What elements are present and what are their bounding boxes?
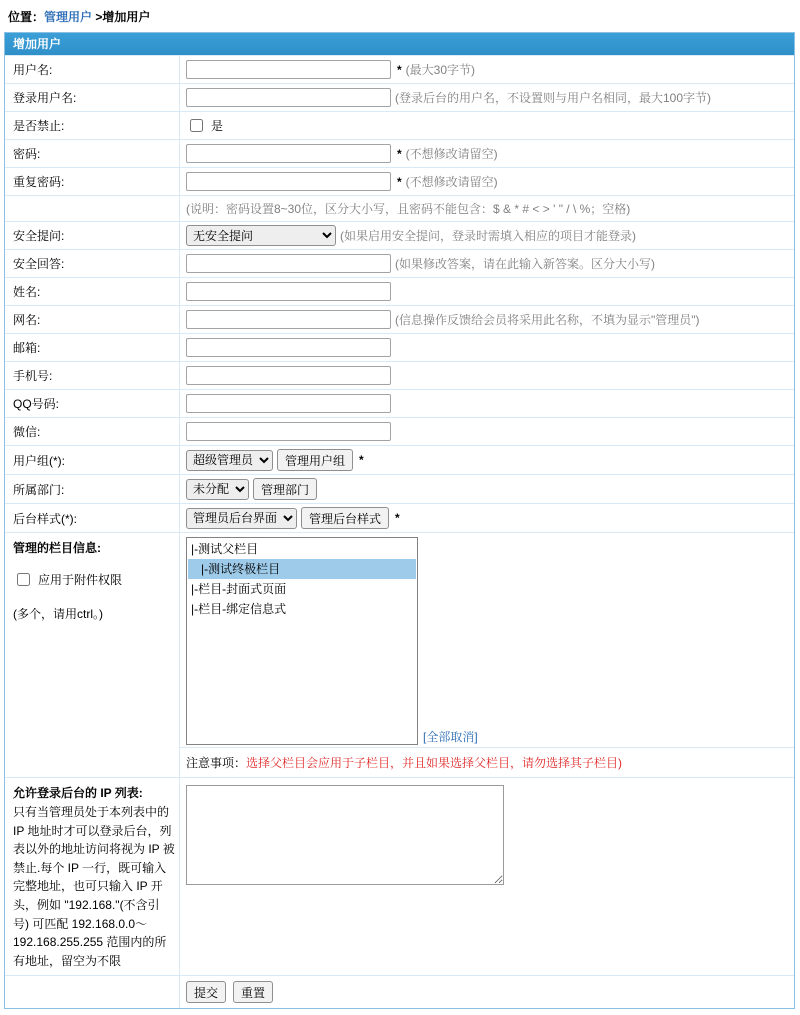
row-security-question	[5, 221, 794, 249]
listbox-item[interactable]: |-测试父栏目	[191, 542, 259, 556]
admin-style-select[interactable]	[186, 508, 297, 529]
column-listbox[interactable]	[186, 537, 418, 745]
disabled-checkbox[interactable]	[190, 119, 203, 132]
row-department	[5, 474, 794, 503]
nickname-hint: (信息操作反馈给会员将采用此名称，不填为显示"管理员")	[395, 313, 700, 327]
row-qq	[5, 389, 794, 417]
disabled-label: 是否禁止:	[5, 112, 180, 139]
security-question-label: 安全提问:	[5, 222, 180, 249]
manage-usergroup-button[interactable]: 管理用户组	[277, 449, 353, 471]
usergroup-label: 用户组(*):	[5, 446, 180, 474]
row-nickname	[5, 305, 794, 333]
realname-label: 姓名:	[5, 278, 180, 305]
row-security-answer	[5, 249, 794, 277]
attachment-permission-checkbox[interactable]	[17, 573, 30, 586]
panel-title: 增加用户	[5, 33, 794, 55]
security-answer-hint: (如果修改答案，请在此输入新答案。区分大小写)	[395, 257, 655, 271]
email-input[interactable]	[186, 338, 391, 357]
notice-text: 选择父栏目会应用于子栏目，并且如果选择父栏目，请勿选择其子栏目)	[246, 756, 623, 770]
ip-list-description: 只有当管理员处于本列表中的 IP 地址时才可以登录后台，列表以外的地址访问将视为 IP 被禁止.每个 IP 一行，既可输入完整地址，也可只输入 IP 开头，例如 "192.168."(不含引号) 可匹配 192.168.0.0～192.168.255.255 范围内的所有地址，留空为不限	[13, 805, 175, 968]
login-username-label: 登录用户名:	[5, 84, 180, 111]
password-label: 密码:	[5, 140, 180, 167]
qq-label: QQ号码:	[5, 390, 180, 417]
username-hint: (最大30字节)	[405, 63, 476, 77]
managed-columns-label: 管理的栏目信息:	[13, 541, 101, 555]
admin-style-label: 后台样式(*):	[5, 504, 180, 532]
row-mobile	[5, 361, 794, 389]
security-answer-input[interactable]	[186, 254, 391, 273]
required-star: *	[397, 62, 402, 77]
required-star: *	[359, 453, 364, 467]
submit-button[interactable]: 提交	[186, 981, 226, 1003]
row-admin-style	[5, 503, 794, 532]
empty-label	[5, 196, 180, 221]
row-email	[5, 333, 794, 361]
notice-label: 注意事项：	[186, 756, 247, 770]
row-login-username	[5, 83, 794, 111]
login-username-input[interactable]	[186, 88, 391, 107]
ip-list-label-cell	[5, 778, 180, 975]
realname-input[interactable]	[186, 282, 391, 301]
manage-admin-style-button[interactable]: 管理后台样式	[301, 507, 389, 529]
multi-select-hint: (多个，请用ctrl。)	[13, 607, 103, 621]
manage-department-button[interactable]: 管理部门	[253, 478, 317, 500]
ip-list-textarea[interactable]	[186, 785, 504, 885]
mobile-input[interactable]	[186, 366, 391, 385]
wechat-input[interactable]	[186, 422, 391, 441]
row-realname	[5, 277, 794, 305]
reset-button[interactable]: 重置	[233, 981, 273, 1003]
breadcrumb	[0, 0, 800, 32]
row-ip-list	[5, 777, 794, 975]
row-disabled	[5, 111, 794, 139]
breadcrumb-prefix: 位置：	[8, 10, 45, 24]
password-repeat-label: 重复密码:	[5, 168, 180, 195]
usergroup-select[interactable]	[186, 450, 273, 471]
listbox-item[interactable]: |-测试终极栏目	[188, 559, 416, 579]
listbox-item[interactable]: |-栏目-封面式页面	[191, 582, 287, 596]
email-label: 邮箱:	[5, 334, 180, 361]
nickname-input[interactable]	[186, 310, 391, 329]
row-username	[5, 55, 794, 83]
department-select[interactable]	[186, 479, 249, 500]
empty-label	[5, 976, 180, 1008]
nickname-label: 网名:	[5, 306, 180, 333]
security-question-hint: (如果启用安全提问，登录时需填入相应的项目才能登录)	[340, 229, 636, 243]
qq-input[interactable]	[186, 394, 391, 413]
security-answer-label: 安全回答:	[5, 250, 180, 277]
columns-notice	[180, 747, 794, 777]
breadcrumb-link-manage-users[interactable]: 管理用户	[44, 10, 93, 24]
password-note: (说明：密码设置8~30位，区分大小写，且密码不能包含：$ & * # < > ' " / \ %；空格)	[186, 202, 631, 216]
password-repeat-hint: (不想修改请留空)	[405, 175, 498, 189]
attachment-permission-label: 应用于附件权限	[38, 573, 123, 587]
mobile-label: 手机号:	[5, 362, 180, 389]
listbox-item[interactable]: |-栏目-绑定信息式	[191, 602, 287, 616]
row-password	[5, 139, 794, 167]
password-hint: (不想修改请留空)	[405, 147, 498, 161]
managed-columns-label-cell	[5, 533, 180, 777]
deselect-all-link[interactable]: [全部取消]	[423, 730, 478, 744]
row-actions	[5, 975, 794, 1008]
row-password-note	[5, 195, 794, 221]
required-star: *	[397, 174, 402, 189]
disabled-checkbox-label: 是	[211, 119, 224, 133]
row-usergroup	[5, 445, 794, 474]
login-username-hint: (登录后台的用户名，不设置则与用户名相同，最大100字节)	[395, 91, 712, 105]
security-question-select[interactable]	[186, 225, 336, 246]
username-label: 用户名:	[5, 56, 180, 83]
ip-list-label: 允许登录后台的 IP 列表:	[13, 786, 143, 800]
department-label: 所属部门:	[5, 475, 180, 503]
required-star: *	[397, 146, 402, 161]
add-user-panel	[4, 32, 795, 1009]
breadcrumb-current: >增加用户	[92, 10, 151, 24]
row-wechat	[5, 417, 794, 445]
username-input[interactable]	[186, 60, 391, 79]
password-repeat-input[interactable]	[186, 172, 391, 191]
row-password-repeat	[5, 167, 794, 195]
required-star: *	[395, 511, 400, 525]
row-managed-columns	[5, 532, 794, 777]
password-input[interactable]	[186, 144, 391, 163]
wechat-label: 微信:	[5, 418, 180, 445]
